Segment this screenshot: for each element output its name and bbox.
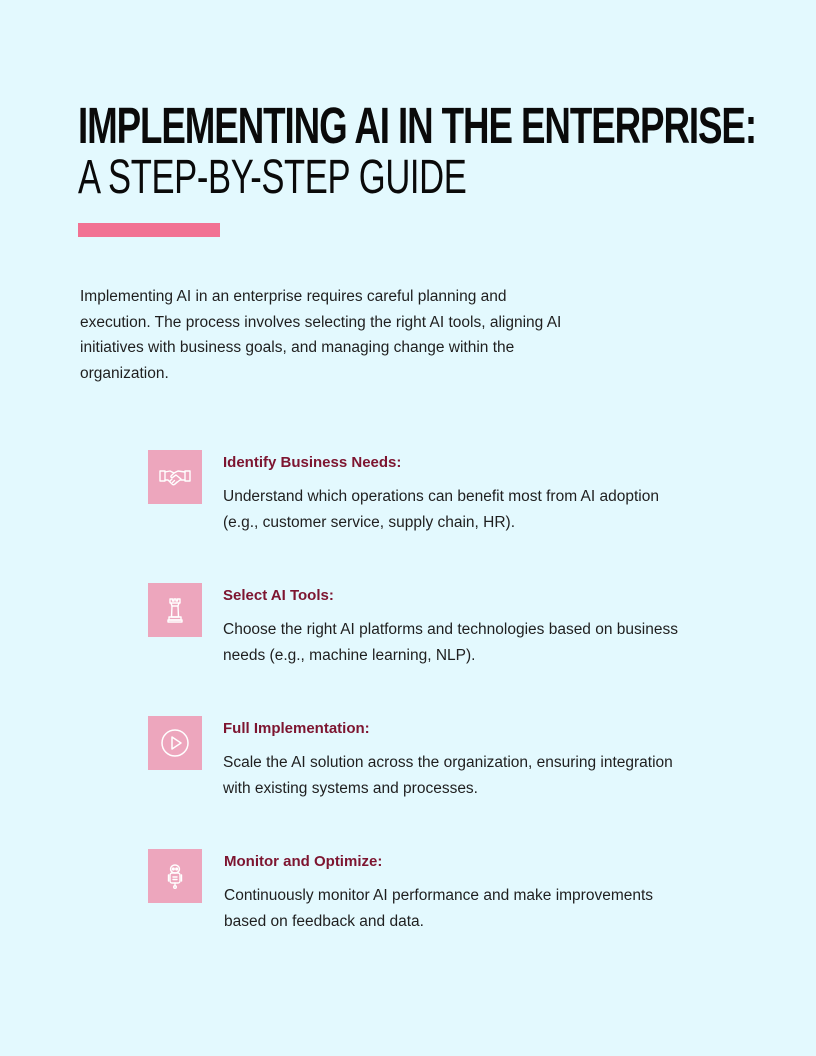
- step-description: Choose the right AI platforms and technologies based on business needs (e.g., machine learning, NLP).: [223, 621, 678, 664]
- title-subtitle: A STEP-BY-STEP GUIDE: [78, 151, 467, 204]
- page-title: [78, 97, 816, 204]
- play-circle-icon: [148, 716, 202, 770]
- step-title: Monitor and Optimize:: [224, 853, 383, 870]
- step-description: Continuously monitor AI performance and make improvements based on feedback and data.: [224, 887, 654, 930]
- step-title: Identify Business Needs:: [223, 454, 402, 471]
- chess-rook-icon: [148, 583, 202, 637]
- step-description: Understand which operations can benefit most from AI adoption (e.g., customer service, supply chain, HR).: [223, 488, 659, 531]
- accent-divider: [78, 223, 220, 237]
- handshake-icon: [148, 450, 202, 504]
- step-title: Full Implementation:: [223, 720, 370, 737]
- robot-icon: [148, 849, 202, 903]
- intro-paragraph: Implementing AI in an enterprise requires careful planning and execution. The process involves selecting the right AI tools, aligning AI initiatives with business goals, and managing change within the organization.: [80, 288, 562, 382]
- step-title: Select AI Tools:: [223, 587, 334, 604]
- title-main: IMPLEMENTING AI IN THE ENTERPRISE:: [78, 97, 757, 154]
- step-description: Scale the AI solution across the organization, ensuring integration with existing systems and processes.: [223, 754, 673, 797]
